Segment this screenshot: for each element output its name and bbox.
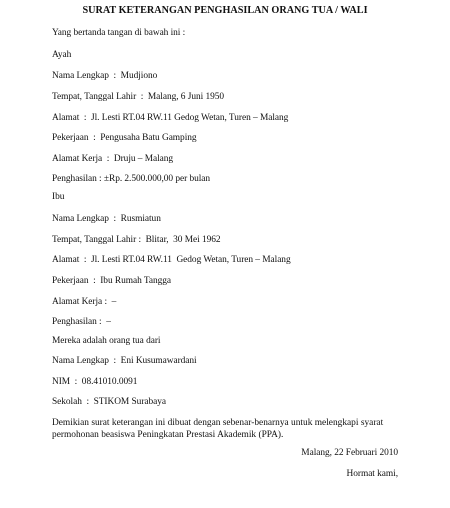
mother-income: Penghasilan : – xyxy=(52,317,111,327)
child-name: Nama Lengkap : Eni Kusumawardani xyxy=(52,356,197,366)
intro-text: Yang bertanda tangan di bawah ini : xyxy=(52,28,186,38)
child-intro: Mereka adalah orang tua dari xyxy=(52,336,161,346)
mother-address: Alamat : Jl. Lesti RT.04 RW.11 Gedog Wetan, Turen – Malang xyxy=(52,255,291,265)
mother-name: Nama Lengkap : Rusmiatun xyxy=(52,214,161,224)
mother-job: Pekerjaan : Ibu Rumah Tangga xyxy=(52,276,171,286)
document-title: SURAT KETERANGAN PENGHASILAN ORANG TUA / WALI xyxy=(82,5,368,16)
father-income: Penghasilan : ±Rp. 2.500.000,00 per bulan xyxy=(52,174,211,184)
mother-birth: Tempat, Tanggal Lahir : Blitar, 30 Mei 1962 xyxy=(52,235,221,245)
closing-text: Hormat kami, xyxy=(346,469,398,479)
father-heading: Ayah xyxy=(52,50,72,60)
father-birth: Tempat, Tanggal Lahir : Malang, 6 Juni 1950 xyxy=(52,92,225,102)
father-job: Pekerjaan : Pengusaha Batu Gamping xyxy=(52,133,197,143)
mother-work-address: Alamat Kerja : – xyxy=(52,297,117,307)
child-nim: NIM : 08.41010.0091 xyxy=(52,377,138,387)
mother-heading: Ibu xyxy=(52,192,65,202)
father-work-address: Alamat Kerja : Druju – Malang xyxy=(52,154,174,164)
father-name: Nama Lengkap : Mudjiono xyxy=(52,71,158,81)
father-address: Alamat : Jl. Lesti RT.04 RW.11 Gedog Wetan, Turen – Malang xyxy=(52,113,289,123)
child-school: Sekolah : STIKOM Surabaya xyxy=(52,397,166,407)
statement-paragraph: Demikian surat keterangan ini dibuat dengan sebenar-benarnya untuk melengkapi syarat permohonan beasiswa Peningkatan Prestasi Akademik (PPA). xyxy=(52,418,384,440)
place-date: Malang, 22 Februari 2010 xyxy=(301,448,398,458)
